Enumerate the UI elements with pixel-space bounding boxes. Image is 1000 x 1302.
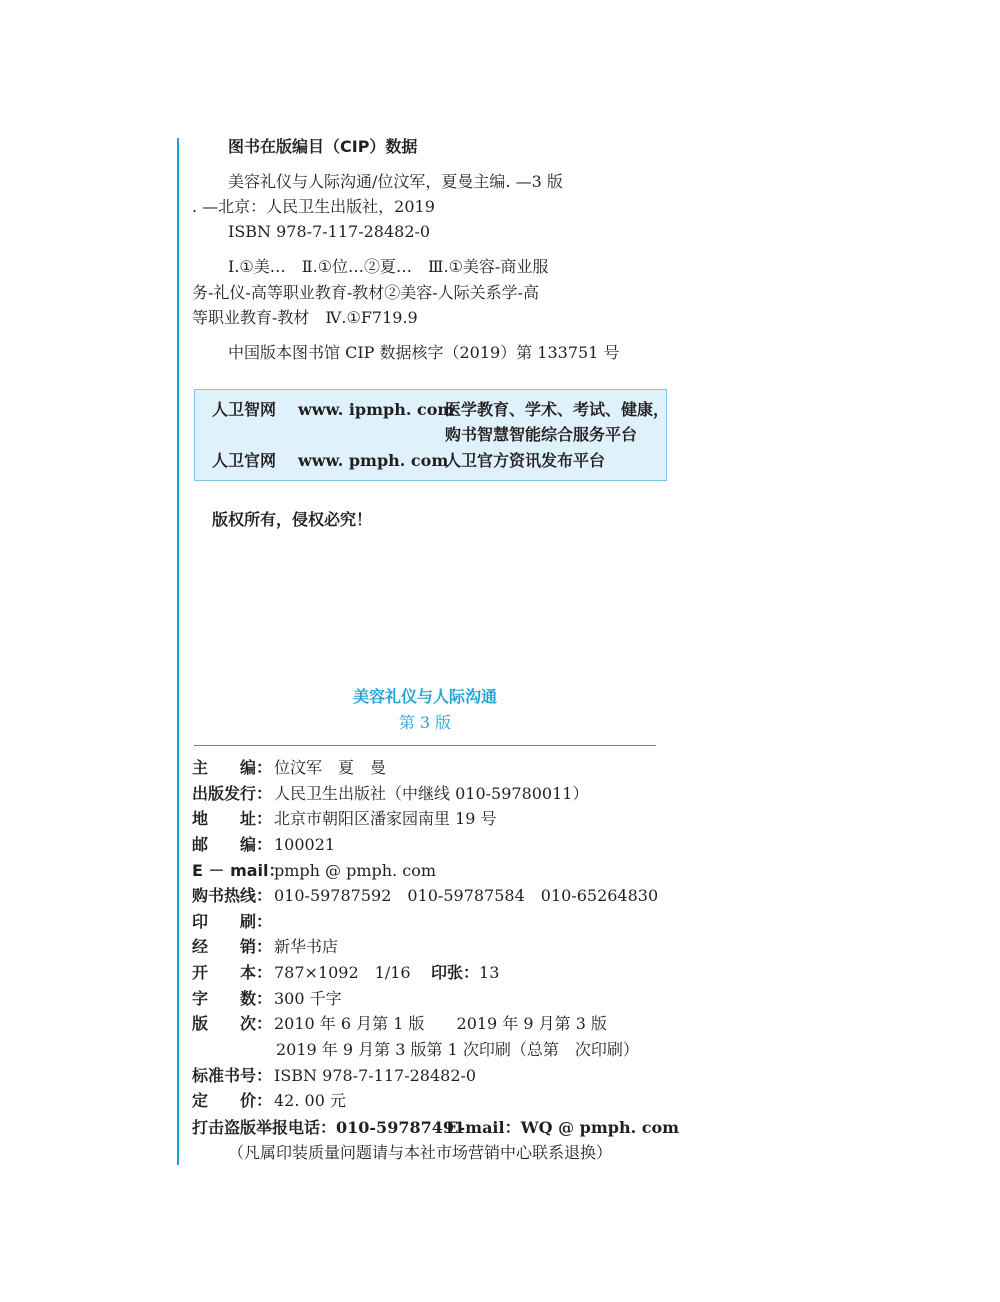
return-notice: （凡属印装质量问题请与本社市场营销中心联系退换） [228,1143,613,1162]
sheets-group [431,963,499,983]
imprint-row-format [192,963,662,983]
imprint-label: E － mail： [192,861,285,880]
website-url: www. ipmph. com [298,400,455,419]
imprint-value: 010-59787592 010-59787584 010-65264830 [274,886,659,905]
imprint-row-words [192,989,662,1009]
imprint-row-address [192,809,662,829]
imprint-label: 主 编： [192,758,273,777]
imprint-label: 经 销： [192,937,273,956]
imprint-label: 出版发行： [192,784,273,803]
cip-line: 中国版本图书馆 CIP 数据核字（2019）第 133751 号 [228,343,620,362]
imprint-label: 邮 编： [192,835,273,854]
imprint-row-postcode [192,835,662,855]
website-desc: 医学教育、学术、考试、健康， [445,400,670,419]
websites-box [194,389,670,481]
imprint-row-distributor [192,937,662,957]
imprint-value: 人民卫生出版社（中继线 010-59780011） [274,784,589,803]
imprint-row-price [192,1091,662,1111]
website-name: 人卫官网 [212,451,277,470]
imprint-value: 2010 年 6 月第 1 版 2019 年 9 月第 3 版 [274,1014,608,1033]
sheets-label: 印张： [431,963,480,982]
imprint-row-editor [192,758,662,778]
website-name: 人卫智网 [212,400,277,419]
anti-piracy-label: 打击盗版举报电话： [192,1118,337,1137]
title-rule [194,745,656,746]
imprint-value: 北京市朝阳区潘家园南里 19 号 [274,809,497,828]
imprint-row-email [192,861,662,881]
cip-line: Ⅰ.①美… Ⅱ.①位…②夏… Ⅲ.①美容-商业服 [228,257,549,276]
imprint-label: 开 本： [192,963,273,982]
website-desc: 人卫官方资讯发布平台 [445,451,606,470]
anti-piracy-row [192,1118,680,1138]
imprint-value: 新华书店 [274,937,339,956]
sheets-value: 13 [479,963,500,982]
cip-line: . —北京：人民卫生出版社，2019 [192,197,435,216]
website-desc: 购书智慧智能综合服务平台 [445,425,638,444]
margin-rule [177,138,179,1165]
book-title: 美容礼仪与人际沟通 [352,687,497,706]
imprint-value: pmph @ pmph. com [274,861,437,880]
imprint-row-isbn [192,1066,662,1086]
imprint-label: 版 次： [192,1014,273,1033]
imprint-label: 定 价： [192,1091,273,1110]
imprint-label: 地 址： [192,809,273,828]
cip-line: 务-礼仪-高等职业教育-教材②美容-人际关系学-高 [192,283,540,302]
imprint-value: 787×1092 1/16 [274,963,411,982]
imprint-value: 位汶军 夏 曼 [274,758,387,777]
imprint-value: 100021 [274,835,336,854]
anti-piracy-email-group [446,1118,679,1138]
imprint-row-publisher [192,784,662,804]
imprint-row-edition [192,1014,662,1034]
website-url: www. pmph. com [298,451,449,470]
imprint-printing-line: 2019 年 9 月第 3 版第 1 次印刷（总第 次印刷） [276,1040,639,1059]
anti-piracy-phone: 010-59787491 [336,1118,466,1137]
book-edition: 第 3 版 [398,713,452,732]
imprint-label: 印 刷： [192,912,273,931]
cip-line: 等职业教育-教材 Ⅳ.①F719.9 [192,308,418,327]
imprint-label: 标准书号： [192,1066,273,1085]
anti-piracy-email-label: E-mail： [446,1118,521,1137]
imprint-row-hotline [192,886,662,906]
imprint-value: 42. 00 元 [274,1091,346,1110]
cip-heading: 图书在版编目（CIP）数据 [228,137,418,156]
imprint-row-printing [192,912,662,932]
imprint-value: 300 千字 [274,989,342,1008]
imprint-label: 购书热线： [192,886,273,905]
imprint-label: 字 数： [192,989,273,1008]
imprint-value: ISBN 978-7-117-28482-0 [274,1066,477,1085]
cip-line: 美容礼仪与人际沟通/位汶军，夏曼主编. —3 版 [228,172,563,191]
cip-line: ISBN 978-7-117-28482-0 [228,222,431,241]
rights-notice: 版权所有，侵权必究！ [212,510,373,529]
anti-piracy-email: WQ @ pmph. com [520,1118,680,1137]
